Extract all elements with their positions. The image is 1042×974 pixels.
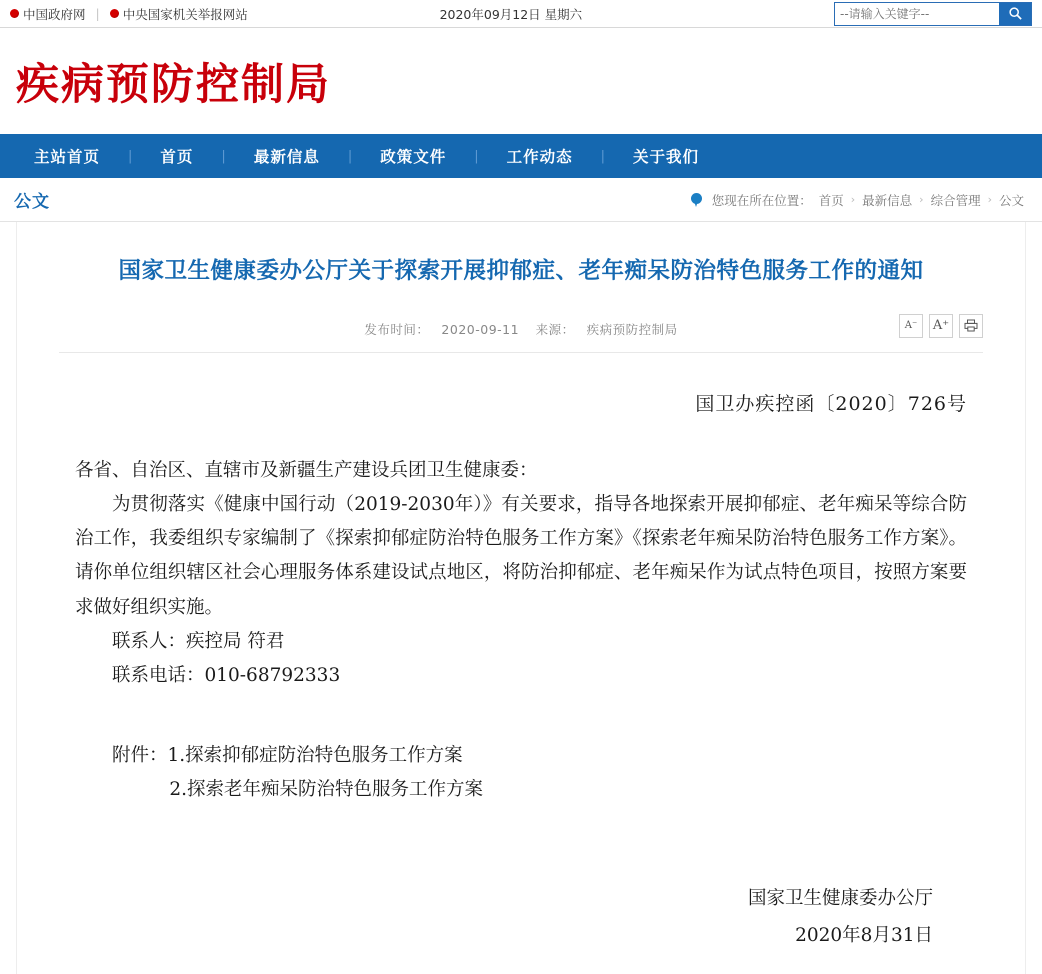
breadcrumb-item-latest[interactable]: 最新信息 <box>862 192 913 208</box>
breadcrumb-item-current: 公文 <box>998 192 1024 208</box>
contact-person: 联系人：疾控局 符君 <box>112 630 285 652</box>
publish-label: 发布时间： <box>364 321 430 337</box>
nav-item-main-home[interactable]: 主站首页 <box>34 148 101 166</box>
article-meta <box>59 320 983 338</box>
red-dot-icon-2 <box>110 9 119 18</box>
signature-block <box>75 880 967 954</box>
site-title: 疾病预防控制局 <box>16 59 331 110</box>
link-report-site-label: 中央国家机关举报网站 <box>122 6 248 22</box>
attachment-item-1: 附件：1.探索抑郁症防治特色服务工作方案 <box>112 745 463 767</box>
document-salutation: 各省、自治区、直辖市及新疆生产建设兵团卫生健康委： <box>75 459 538 481</box>
topbar-separator: | <box>95 6 100 21</box>
link-china-gov[interactable] <box>10 5 86 23</box>
breadcrumb-arrow-1: › <box>850 193 856 206</box>
meta-divider <box>59 352 983 353</box>
link-report-site[interactable] <box>110 5 248 23</box>
breadcrumb-arrow-3: › <box>987 193 992 206</box>
nav-separator-1: | <box>128 148 133 164</box>
document-number: 国卫办疾控函〔2020〕726号 <box>695 392 967 415</box>
nav-item-latest-info[interactable]: 最新信息 <box>253 148 320 166</box>
channel-bar <box>0 178 1042 222</box>
nav-item-home[interactable]: 首页 <box>160 148 194 166</box>
document-body <box>59 387 983 954</box>
breadcrumb-item-general[interactable]: 综合管理 <box>930 192 981 208</box>
nav-item-work-news[interactable]: 工作动态 <box>506 148 573 166</box>
page-title: 国家卫生健康委办公厅关于探索开展抑郁症、老年痴呆防治特色服务工作的通知 <box>118 258 924 284</box>
search-icon <box>1008 6 1023 21</box>
nav-separator-4: | <box>474 148 479 164</box>
top-utility-bar <box>0 0 1042 28</box>
signature-org: 国家卫生健康委办公厅 <box>747 887 933 909</box>
nav-item-about-us[interactable]: 关于我们 <box>633 148 700 166</box>
attachment-item-2: 2.探索老年痴呆防治特色服务工作方案 <box>169 779 483 801</box>
channel-title: 公文 <box>14 192 50 212</box>
signature-date: 2020年8月31日 <box>795 924 933 946</box>
location-pin-icon <box>691 193 702 207</box>
article-tools[interactable] <box>899 314 983 338</box>
search-button[interactable] <box>999 3 1031 25</box>
attachment-block <box>75 739 967 807</box>
main-navigation[interactable] <box>0 134 1042 178</box>
contact-phone: 联系电话：010-68792333 <box>112 664 341 686</box>
nav-separator-3: | <box>347 148 353 164</box>
current-date: 2020年09月12日 星期六 <box>439 6 583 22</box>
nav-separator-5: | <box>600 148 606 164</box>
nav-separator-2: | <box>221 148 226 164</box>
search-input[interactable] <box>835 3 999 25</box>
article-container <box>16 222 1026 974</box>
link-china-gov-label: 中国政府网 <box>23 6 86 22</box>
nav-item-policy-docs[interactable]: 政策文件 <box>380 148 447 166</box>
search-box[interactable] <box>834 2 1032 26</box>
document-paragraph: 为贯彻落实《健康中国行动（2019-2030年）》有关要求，指导各地探索开展抑郁症、老年痴呆等综合防治工作，我委组织专家编制了《探索抑郁症防治特色服务工作方案》《探索老年痴呆防治特色服务工作方案》。请你单位组织辖区社会心理服务体系建设试点地区，将防治抑郁症、老年痴呆作为试点特色项目，按照方案要求做好组织实施。 <box>75 493 967 618</box>
source-value: 疾病预防控制局 <box>586 321 678 337</box>
font-smaller-button[interactable]: A⁻ <box>899 314 923 338</box>
breadcrumb-item-home[interactable]: 首页 <box>818 192 844 208</box>
breadcrumb-prefix: 您现在所在位置： <box>711 192 812 208</box>
font-larger-button[interactable]: A⁺ <box>929 314 953 338</box>
publish-date: 2020-09-11 <box>441 321 520 337</box>
print-button[interactable] <box>959 314 983 338</box>
breadcrumb-arrow-2: › <box>919 193 924 206</box>
red-dot-icon <box>10 9 19 18</box>
site-header <box>0 28 1042 134</box>
article-meta-row <box>59 314 983 344</box>
breadcrumb <box>691 191 1024 209</box>
source-label: 来源： <box>535 321 575 337</box>
topbar-links <box>10 5 248 23</box>
print-icon <box>964 319 978 332</box>
